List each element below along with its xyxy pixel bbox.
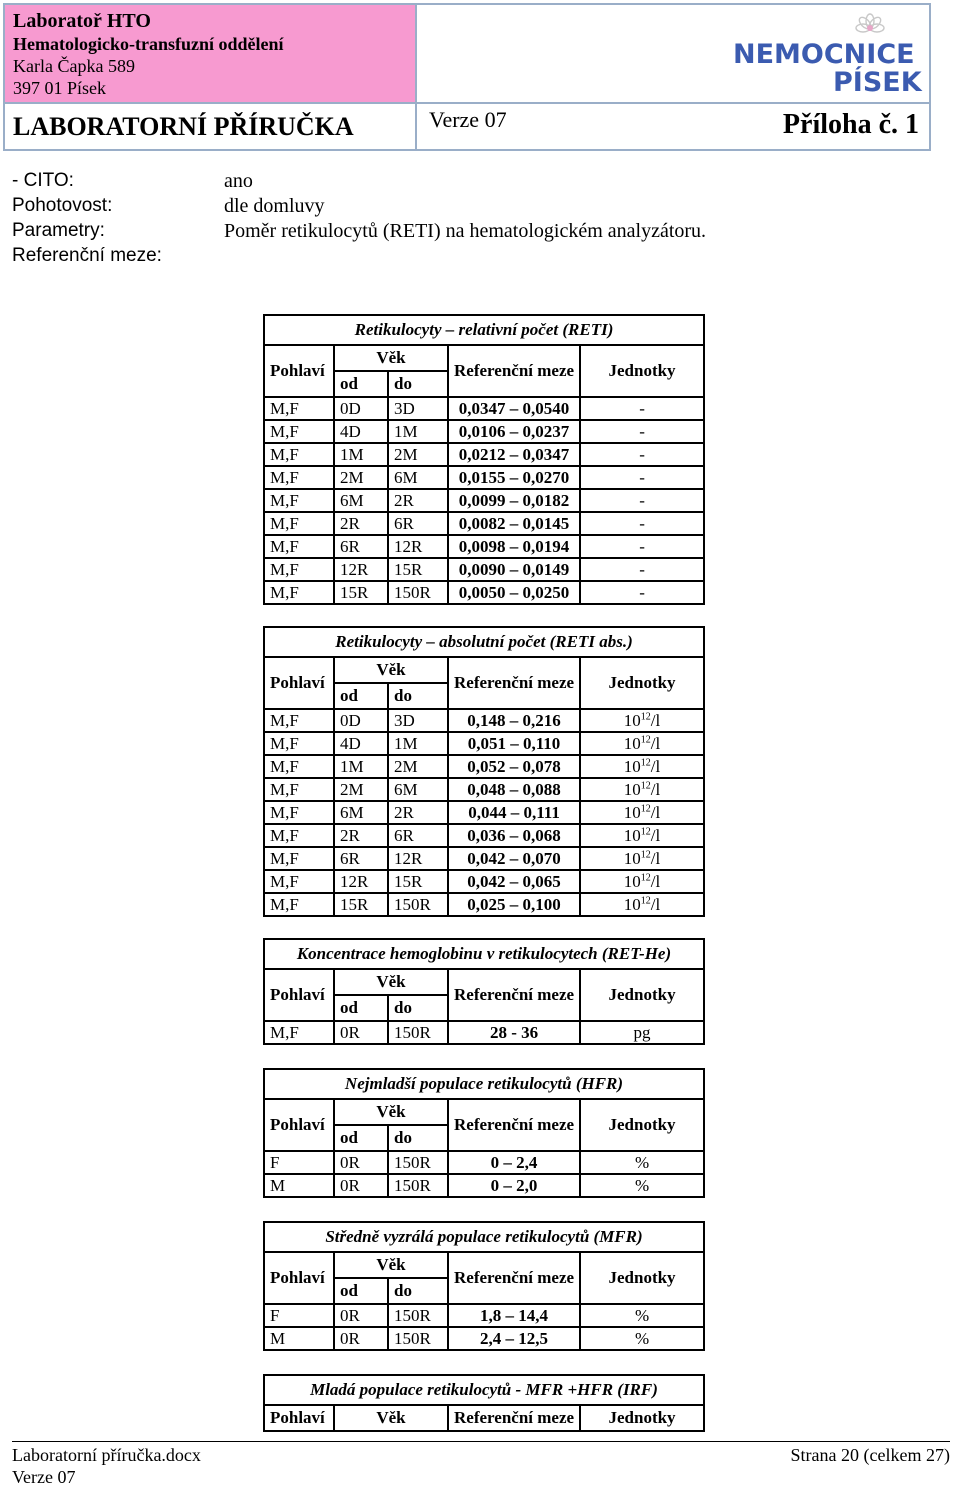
header-ref: Referenční meze bbox=[448, 345, 580, 397]
unit-cell: - bbox=[580, 466, 704, 489]
table-row bbox=[264, 512, 704, 535]
age-to-cell: 6R bbox=[388, 824, 448, 847]
hospital-logo-area bbox=[417, 5, 929, 104]
unit-cell bbox=[580, 755, 704, 778]
irf-table bbox=[263, 1374, 705, 1432]
age-from-cell: 4D bbox=[334, 420, 388, 443]
sex-cell: M,F bbox=[264, 755, 334, 778]
age-from-cell: 0D bbox=[334, 709, 388, 732]
sex-cell: M,F bbox=[264, 397, 334, 420]
ref-range-cell: 0,025 – 0,100 bbox=[448, 893, 580, 916]
table-row bbox=[264, 755, 704, 778]
header-ref: Referenční meze bbox=[448, 657, 580, 709]
sex-cell: M,F bbox=[264, 801, 334, 824]
sex-cell: M,F bbox=[264, 512, 334, 535]
unit-exponent: 12 bbox=[640, 756, 651, 768]
sex-cell: M,F bbox=[264, 466, 334, 489]
age-to-cell: 150R bbox=[388, 1021, 448, 1044]
header-from: od bbox=[334, 371, 388, 397]
mfr-table bbox=[263, 1221, 705, 1351]
age-to-cell: 150R bbox=[388, 893, 448, 916]
ref-range-cell: 1,8 – 14,4 bbox=[448, 1304, 580, 1327]
header-from: od bbox=[334, 1278, 388, 1304]
table-row bbox=[264, 443, 704, 466]
unit-cell: - bbox=[580, 558, 704, 581]
unit-base: 10 bbox=[623, 825, 641, 845]
unit-cell: % bbox=[580, 1304, 704, 1327]
ref-range-cell: 0,0082 – 0,0145 bbox=[448, 512, 580, 535]
table-row bbox=[264, 581, 704, 604]
reti-absolute-table bbox=[263, 626, 705, 917]
table-row bbox=[264, 535, 704, 558]
age-to-cell: 150R bbox=[388, 1304, 448, 1327]
unit-tail: /l bbox=[650, 802, 661, 822]
unit-base: 10 bbox=[623, 710, 641, 730]
manual-title: LABORATORNÍ PŘÍRUČKA bbox=[5, 102, 417, 151]
table-row bbox=[264, 870, 704, 893]
sex-cell: M,F bbox=[264, 732, 334, 755]
unit-exponent: 12 bbox=[640, 825, 651, 837]
age-to-cell: 150R bbox=[388, 581, 448, 604]
header-units: Jednotky bbox=[580, 345, 704, 397]
age-from-cell: 2M bbox=[334, 778, 388, 801]
table-row bbox=[264, 1174, 704, 1197]
age-to-cell: 150R bbox=[388, 1327, 448, 1350]
unit-exponent: 12 bbox=[640, 802, 651, 814]
unit-tail: /l bbox=[650, 779, 661, 799]
age-from-cell: 0R bbox=[334, 1304, 388, 1327]
age-from-cell: 2R bbox=[334, 512, 388, 535]
age-from-cell: 0R bbox=[334, 1174, 388, 1197]
table-title: Středně vyzrálá populace retikulocytů (MFR) bbox=[264, 1222, 704, 1252]
ref-range-cell: 0,0347 – 0,0540 bbox=[448, 397, 580, 420]
ref-range-cell: 0,0098 – 0,0194 bbox=[448, 535, 580, 558]
table-row bbox=[264, 397, 704, 420]
age-from-cell: 4D bbox=[334, 732, 388, 755]
age-to-cell: 150R bbox=[388, 1151, 448, 1174]
unit-tail: /l bbox=[650, 871, 661, 891]
table-row bbox=[264, 847, 704, 870]
unit-tail: /l bbox=[650, 825, 661, 845]
sex-cell: M,F bbox=[264, 535, 334, 558]
params-value: Poměr retikulocytů (RETI) na hematologickém analyzátoru. bbox=[224, 220, 707, 242]
header-sex: Pohlaví bbox=[264, 1099, 334, 1151]
unit-cell: - bbox=[580, 443, 704, 466]
header-age: Věk bbox=[334, 1099, 448, 1125]
age-to-cell: 2R bbox=[388, 801, 448, 824]
header-to: do bbox=[388, 995, 448, 1021]
header-sex: Pohlaví bbox=[264, 657, 334, 709]
footer-divider bbox=[12, 1441, 950, 1442]
unit-base: 10 bbox=[623, 779, 641, 799]
unit-cell: - bbox=[580, 535, 704, 558]
age-from-cell: 2R bbox=[334, 824, 388, 847]
header-units: Jednotky bbox=[580, 657, 704, 709]
annex-label: Příloha č. 1 bbox=[782, 109, 919, 140]
age-to-cell: 1M bbox=[388, 420, 448, 443]
unit-cell: pg bbox=[580, 1021, 704, 1044]
unit-cell bbox=[580, 870, 704, 893]
age-from-cell: 6M bbox=[334, 801, 388, 824]
sex-cell: F bbox=[264, 1151, 334, 1174]
ref-range-cell: 0,0155 – 0,0270 bbox=[448, 466, 580, 489]
reti-relative-table bbox=[263, 314, 705, 605]
standby-value: dle domluvy bbox=[224, 195, 325, 217]
sex-cell: M,F bbox=[264, 870, 334, 893]
ret-he-table bbox=[263, 938, 705, 1045]
sex-cell: M,F bbox=[264, 778, 334, 801]
unit-cell bbox=[580, 778, 704, 801]
sex-cell: M,F bbox=[264, 709, 334, 732]
sex-cell: M,F bbox=[264, 1021, 334, 1044]
unit-exponent: 12 bbox=[640, 733, 651, 745]
age-from-cell: 15R bbox=[334, 893, 388, 916]
unit-cell: - bbox=[580, 420, 704, 443]
footer-page-number: Strana 20 (celkem 27) bbox=[790, 1445, 950, 1465]
hfr-table bbox=[263, 1068, 705, 1198]
age-from-cell: 12R bbox=[334, 870, 388, 893]
ref-range-cell: 0 – 2,0 bbox=[448, 1174, 580, 1197]
age-to-cell: 2M bbox=[388, 755, 448, 778]
header-from: od bbox=[334, 683, 388, 709]
unit-base: 10 bbox=[623, 848, 641, 868]
ref-range-cell: 0,0099 – 0,0182 bbox=[448, 489, 580, 512]
unit-cell: % bbox=[580, 1327, 704, 1350]
sex-cell: F bbox=[264, 1304, 334, 1327]
sex-cell: M,F bbox=[264, 443, 334, 466]
unit-exponent: 12 bbox=[640, 710, 651, 722]
params-label: Parametry: bbox=[12, 220, 105, 241]
age-to-cell: 15R bbox=[388, 870, 448, 893]
header-age: Věk bbox=[334, 969, 448, 995]
header-ref: Referenční meze bbox=[448, 1405, 580, 1431]
unit-cell bbox=[580, 801, 704, 824]
city-address: 397 01 Písek bbox=[13, 78, 107, 98]
age-to-cell: 6R bbox=[388, 512, 448, 535]
header-age: Věk bbox=[334, 657, 448, 683]
sex-cell: M,F bbox=[264, 824, 334, 847]
table-row bbox=[264, 558, 704, 581]
footer-filename: Laboratorní příručka.docx bbox=[12, 1445, 201, 1465]
header-sex: Pohlaví bbox=[264, 1405, 334, 1431]
header-age: Věk bbox=[334, 1405, 448, 1431]
table-row bbox=[264, 420, 704, 443]
header-sex: Pohlaví bbox=[264, 969, 334, 1021]
unit-tail: /l bbox=[650, 848, 661, 868]
ref-range-cell: 0,0212 – 0,0347 bbox=[448, 443, 580, 466]
unit-exponent: 12 bbox=[640, 779, 651, 791]
unit-cell bbox=[580, 824, 704, 847]
table-title: Koncentrace hemoglobinu v retikulocytech (RET-He) bbox=[264, 939, 704, 969]
standby-label: Pohotovost: bbox=[12, 195, 113, 216]
ref-range-cell: 0,044 – 0,111 bbox=[448, 801, 580, 824]
unit-base: 10 bbox=[623, 894, 641, 914]
unit-tail: /l bbox=[650, 710, 661, 730]
age-to-cell: 6M bbox=[388, 778, 448, 801]
unit-base: 10 bbox=[623, 802, 641, 822]
header-to: do bbox=[388, 683, 448, 709]
ref-range-cell: 0,0090 – 0,0149 bbox=[448, 558, 580, 581]
ref-range-cell: 0,036 – 0,068 bbox=[448, 824, 580, 847]
unit-cell bbox=[580, 709, 704, 732]
age-from-cell: 0R bbox=[334, 1327, 388, 1350]
hospital-logo bbox=[733, 13, 923, 98]
table-row bbox=[264, 489, 704, 512]
header-to: do bbox=[388, 371, 448, 397]
lab-address-block bbox=[5, 5, 417, 104]
unit-cell: - bbox=[580, 489, 704, 512]
unit-cell: - bbox=[580, 581, 704, 604]
sex-cell: M,F bbox=[264, 847, 334, 870]
ref-range-cell: 0,0050 – 0,0250 bbox=[448, 581, 580, 604]
header-units: Jednotky bbox=[580, 1252, 704, 1304]
header-from: od bbox=[334, 995, 388, 1021]
unit-tail: /l bbox=[650, 894, 661, 914]
table-row bbox=[264, 1021, 704, 1044]
table-title: Retikulocyty – absolutní počet (RETI abs.) bbox=[264, 627, 704, 657]
department-name: Hematologicko-transfuzní oddělení bbox=[13, 34, 284, 54]
street-address: Karla Čapka 589 bbox=[13, 56, 135, 76]
unit-exponent: 12 bbox=[640, 848, 651, 860]
lab-name: Laboratoř HTO bbox=[13, 10, 151, 32]
header-ref: Referenční meze bbox=[448, 1099, 580, 1151]
unit-base: 10 bbox=[623, 733, 641, 753]
table-row bbox=[264, 466, 704, 489]
age-from-cell: 6R bbox=[334, 535, 388, 558]
sex-cell: M,F bbox=[264, 581, 334, 604]
sex-cell: M,F bbox=[264, 893, 334, 916]
unit-base: 10 bbox=[623, 756, 641, 776]
unit-cell: - bbox=[580, 512, 704, 535]
age-from-cell: 2M bbox=[334, 466, 388, 489]
unit-exponent: 12 bbox=[640, 871, 651, 883]
age-from-cell: 0R bbox=[334, 1021, 388, 1044]
unit-cell bbox=[580, 732, 704, 755]
ref-range-cell: 0,042 – 0,070 bbox=[448, 847, 580, 870]
table-row bbox=[264, 709, 704, 732]
unit-cell bbox=[580, 893, 704, 916]
header-ref: Referenční meze bbox=[448, 969, 580, 1021]
age-to-cell: 3D bbox=[388, 397, 448, 420]
document-header bbox=[3, 3, 931, 151]
table-title: Nejmladší populace retikulocytů (HFR) bbox=[264, 1069, 704, 1099]
age-to-cell: 2R bbox=[388, 489, 448, 512]
sex-cell: M,F bbox=[264, 420, 334, 443]
age-from-cell: 6R bbox=[334, 847, 388, 870]
unit-tail: /l bbox=[650, 733, 661, 753]
age-to-cell: 150R bbox=[388, 1174, 448, 1197]
table-title: Mladá populace retikulocytů - MFR +HFR (IRF) bbox=[264, 1375, 704, 1405]
sex-cell: M,F bbox=[264, 489, 334, 512]
ref-range-cell: 0 – 2,4 bbox=[448, 1151, 580, 1174]
header-age: Věk bbox=[334, 345, 448, 371]
table-row bbox=[264, 801, 704, 824]
age-from-cell: 15R bbox=[334, 581, 388, 604]
table-row bbox=[264, 1304, 704, 1327]
unit-exponent: 12 bbox=[640, 894, 651, 906]
logo-word-pisek: PÍSEK bbox=[833, 67, 922, 98]
age-to-cell: 12R bbox=[388, 535, 448, 558]
ref-range-cell: 0,048 – 0,088 bbox=[448, 778, 580, 801]
header-units: Jednotky bbox=[580, 969, 704, 1021]
header-units: Jednotky bbox=[580, 1405, 704, 1431]
header-sex: Pohlaví bbox=[264, 1252, 334, 1304]
age-from-cell: 0R bbox=[334, 1151, 388, 1174]
unit-cell: % bbox=[580, 1174, 704, 1197]
header-age: Věk bbox=[334, 1252, 448, 1278]
age-from-cell: 12R bbox=[334, 558, 388, 581]
unit-cell bbox=[580, 847, 704, 870]
age-from-cell: 0D bbox=[334, 397, 388, 420]
table-row bbox=[264, 778, 704, 801]
header-from: od bbox=[334, 1125, 388, 1151]
ref-range-cell: 0,052 – 0,078 bbox=[448, 755, 580, 778]
table-row bbox=[264, 1151, 704, 1174]
ref-range-cell: 28 - 36 bbox=[448, 1021, 580, 1044]
document-footer bbox=[12, 1444, 950, 1488]
age-to-cell: 3D bbox=[388, 709, 448, 732]
sex-cell: M bbox=[264, 1174, 334, 1197]
header-version: Verze 07 bbox=[429, 107, 507, 132]
age-from-cell: 6M bbox=[334, 489, 388, 512]
header-sex: Pohlaví bbox=[264, 345, 334, 397]
footer-version: Verze 07 bbox=[12, 1467, 76, 1487]
age-to-cell: 15R bbox=[388, 558, 448, 581]
header-units: Jednotky bbox=[580, 1099, 704, 1151]
header-ref: Referenční meze bbox=[448, 1252, 580, 1304]
unit-tail: /l bbox=[650, 756, 661, 776]
table-row bbox=[264, 893, 704, 916]
ref-range-cell: 0,148 – 0,216 bbox=[448, 709, 580, 732]
ref-limits-label: Referenční meze: bbox=[12, 245, 162, 266]
ref-range-cell: 0,0106 – 0,0237 bbox=[448, 420, 580, 443]
cito-label: - CITO: bbox=[12, 170, 74, 191]
age-from-cell: 1M bbox=[334, 755, 388, 778]
table-row bbox=[264, 824, 704, 847]
ref-range-cell: 2,4 – 12,5 bbox=[448, 1327, 580, 1350]
header-to: do bbox=[388, 1278, 448, 1304]
age-to-cell: 12R bbox=[388, 847, 448, 870]
table-title: Retikulocyty – relativní počet (RETI) bbox=[264, 315, 704, 345]
cito-value: ano bbox=[224, 170, 253, 192]
header-to: do bbox=[388, 1125, 448, 1151]
ref-range-cell: 0,042 – 0,065 bbox=[448, 870, 580, 893]
unit-base: 10 bbox=[623, 871, 641, 891]
table-row bbox=[264, 732, 704, 755]
unit-cell: % bbox=[580, 1151, 704, 1174]
sex-cell: M,F bbox=[264, 558, 334, 581]
age-to-cell: 1M bbox=[388, 732, 448, 755]
age-to-cell: 6M bbox=[388, 466, 448, 489]
ref-range-cell: 0,051 – 0,110 bbox=[448, 732, 580, 755]
table-row bbox=[264, 1327, 704, 1350]
logo-word-nemocnice: NEMOCNICE bbox=[733, 39, 915, 70]
age-from-cell: 1M bbox=[334, 443, 388, 466]
sex-cell: M bbox=[264, 1327, 334, 1350]
unit-cell: - bbox=[580, 397, 704, 420]
age-to-cell: 2M bbox=[388, 443, 448, 466]
